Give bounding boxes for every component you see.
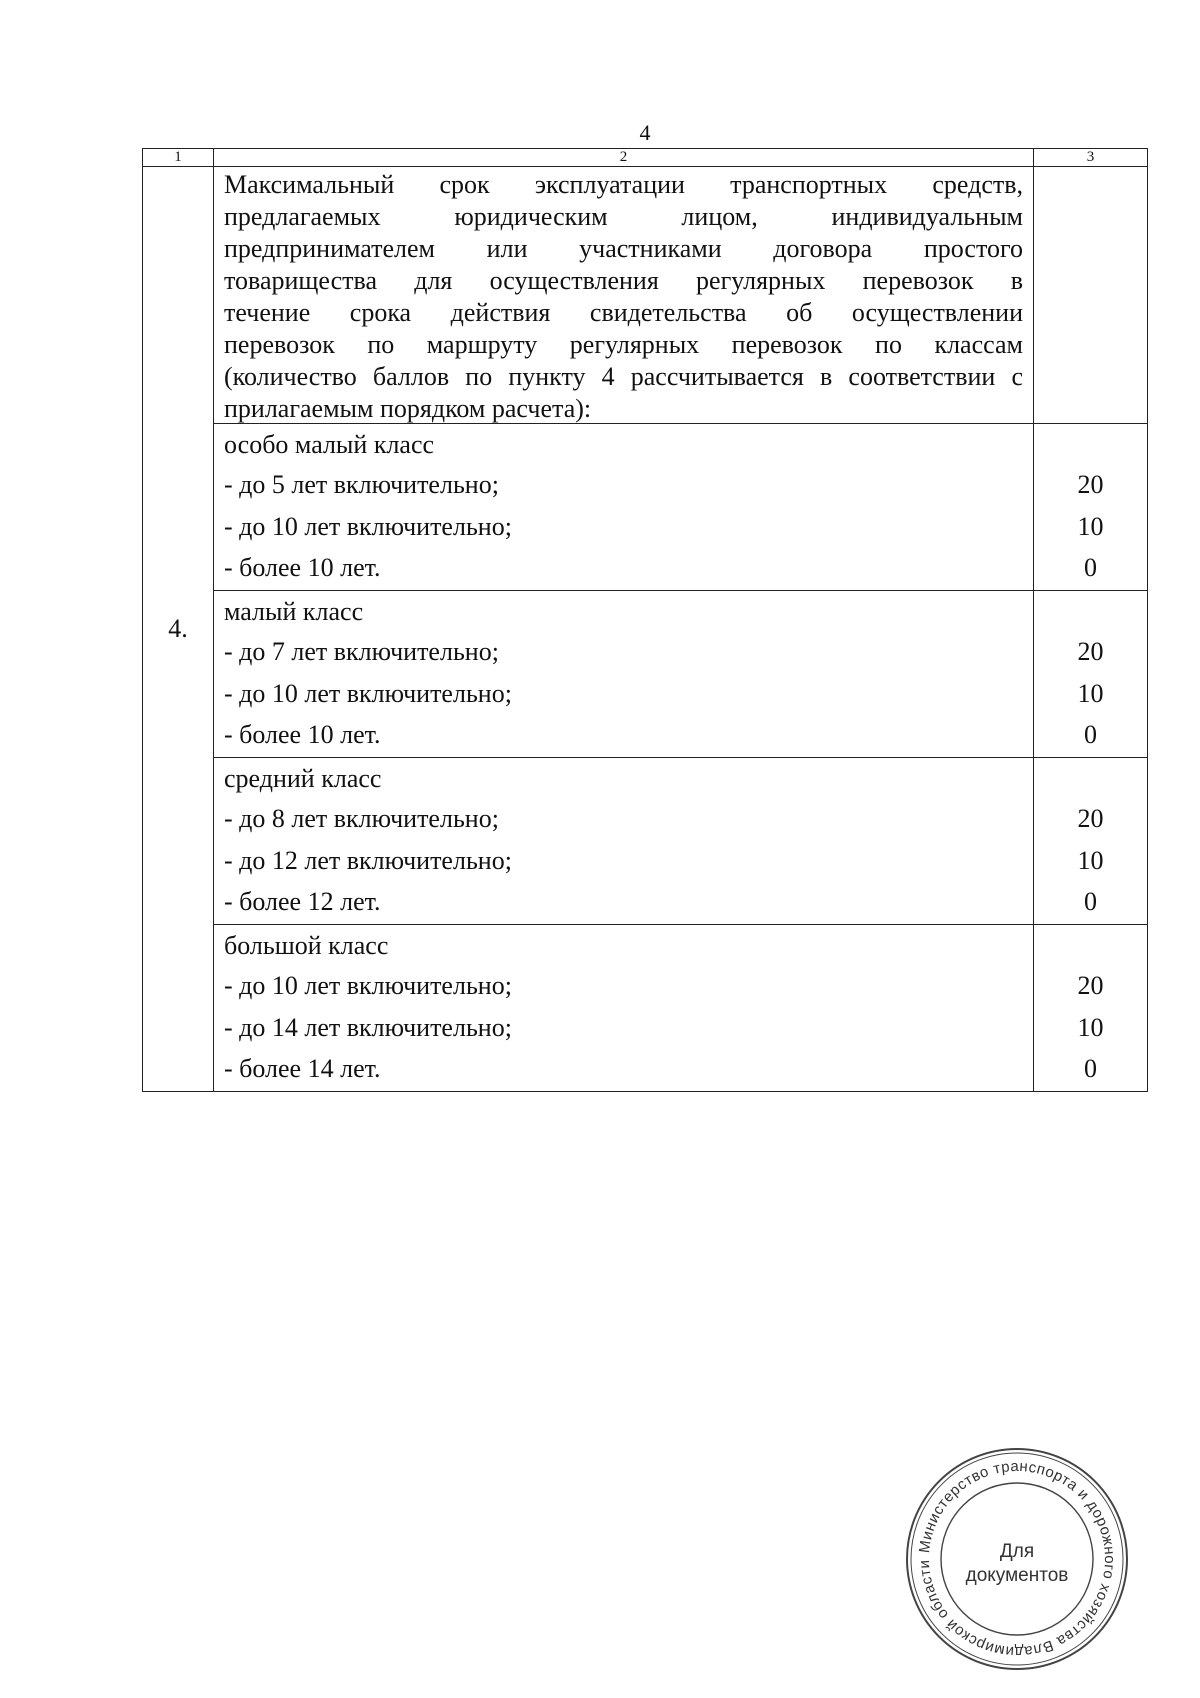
column-header-1: 1 <box>143 149 214 167</box>
group-score-cell <box>1034 925 1148 1092</box>
row-label: - более 10 лет. <box>224 553 381 582</box>
intro-line: прилагаемым порядком расчета): <box>224 394 592 423</box>
row-score: 0 <box>1084 720 1097 749</box>
row-score: 20 <box>1077 971 1104 1000</box>
group-label-cell <box>214 758 1034 925</box>
row-score: 20 <box>1077 637 1104 666</box>
intro-line: течение срока действия свидетельства об осуществлении <box>224 298 1023 327</box>
group-label-cell <box>214 591 1034 758</box>
stamp-ring-textpath: Министерство транспорта и дорожного хозяйства Владимирской области <box>915 1457 1119 1661</box>
group-row <box>143 424 1148 591</box>
row-score: 20 <box>1077 804 1104 833</box>
row-label: - до 7 лет включительно; <box>224 637 499 666</box>
row-label: - до 10 лет включительно; <box>224 971 512 1000</box>
intro-line: Максимальный срок эксплуатации транспортных средств, <box>224 170 1023 199</box>
column-header-3: 3 <box>1034 149 1148 167</box>
row-label: - до 10 лет включительно; <box>224 511 512 541</box>
intro-cell <box>214 167 1034 424</box>
row-score: 10 <box>1077 845 1104 875</box>
row-score: 10 <box>1077 1012 1104 1042</box>
group-score-cell <box>1034 424 1148 591</box>
row-label: - более 12 лет. <box>224 887 381 916</box>
group-score-cell <box>1034 758 1148 925</box>
row-label: - до 10 лет включительно; <box>224 678 512 708</box>
row-score: 0 <box>1084 887 1097 916</box>
page-number: 4 <box>639 120 651 145</box>
group-title: средний класс <box>224 764 382 793</box>
row-label: - более 10 лет. <box>224 720 381 749</box>
row-label: - более 14 лет. <box>224 1054 381 1083</box>
group-row <box>143 591 1148 758</box>
intro-line: предлагаемых юридическим лицом, индивидуальным <box>224 202 1023 231</box>
group-row <box>143 925 1148 1092</box>
group-score-cell <box>1034 591 1148 758</box>
group-label-cell <box>214 925 1034 1092</box>
group-title: особо малый класс <box>224 430 435 459</box>
row-score: 10 <box>1077 511 1104 541</box>
stamp-caption-line: документов <box>965 1565 1069 1586</box>
row-score: 0 <box>1084 1054 1097 1083</box>
intro-line: перевозок по маршруту регулярных перевозок по классам <box>224 330 1023 359</box>
row-score: 10 <box>1077 678 1104 708</box>
row-label: - до 12 лет включительно; <box>224 845 512 875</box>
table-header-row <box>143 149 1148 167</box>
group-title: большой класс <box>224 931 389 960</box>
intro-text <box>214 167 1033 423</box>
intro-line: товарищества для осуществления регулярных перевозок в <box>224 266 1023 295</box>
row-score: 20 <box>1077 470 1104 499</box>
row-label: - до 14 лет включительно; <box>224 1012 512 1042</box>
ministry-stamp <box>903 1445 1131 1673</box>
criteria-table <box>142 148 1148 1092</box>
stamp-caption-line: Для <box>999 1541 1035 1562</box>
group-row <box>143 758 1148 925</box>
row-label: - до 5 лет включительно; <box>224 470 499 499</box>
group-label-cell <box>214 424 1034 591</box>
column-header-2: 2 <box>214 149 1034 167</box>
intro-row <box>143 167 1148 424</box>
intro-line: предпринимателем или участниками договора простого <box>224 234 1023 263</box>
row-label: - до 8 лет включительно; <box>224 804 499 833</box>
group-title: малый класс <box>224 597 364 626</box>
item-number: 4. <box>143 167 214 1092</box>
row-score: 0 <box>1084 553 1097 582</box>
stamp-caption <box>903 1540 1131 1588</box>
intro-score-cell <box>1034 167 1148 424</box>
intro-line: (количество баллов по пункту 4 рассчитывается в соответствии с <box>224 362 1023 391</box>
